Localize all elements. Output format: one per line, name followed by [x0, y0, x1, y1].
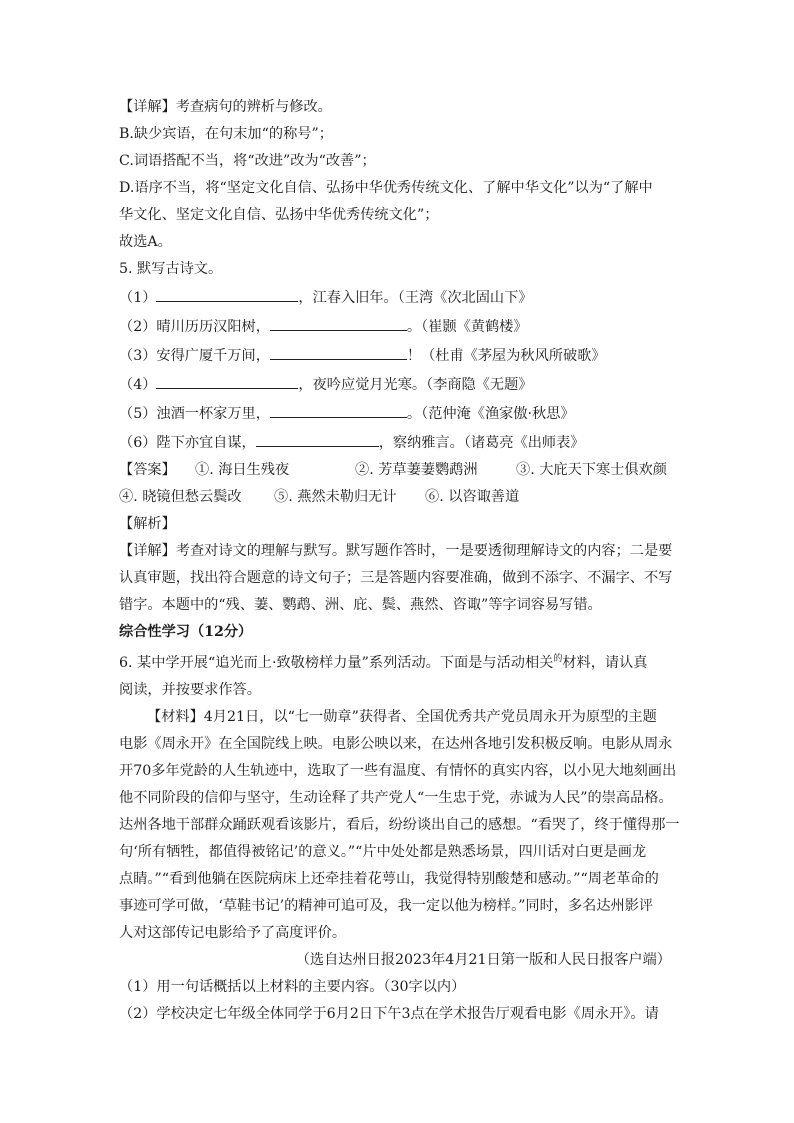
- answer-row-2: [119, 484, 679, 511]
- poem-after: ！（杜甫《茅屋为秋风所破歌》: [406, 348, 606, 364]
- material-line-7: 点睛。”“看到他躺在医院病床上还牵挂着花萼山，我觉得特别酸楚和感动。”“周老革命的: [119, 871, 659, 887]
- fill-blank[interactable]: [256, 428, 379, 447]
- xiangjie-text: 考查病句的辨析与修改。: [175, 99, 332, 115]
- intro-sup: 的: [553, 654, 563, 664]
- option-b-explanation: B.缺少宾语，在句末加“的称号”；: [119, 126, 333, 142]
- poem-after: ，察纳雅言。（诸葛亮《出师表》: [378, 435, 585, 451]
- question-6-intro-1: [119, 646, 679, 677]
- fill-blank[interactable]: [156, 370, 298, 389]
- section-title: 综合性学习（12分）: [119, 624, 253, 640]
- material-line-2: 电影《周永开》在全国院线上映。电影公映以来，在达州各地引发积极反响。电影从周永: [119, 736, 673, 752]
- xiangjie-line-2: 认真审题，找出符合题意的诗文句子；三是答题内容要准确，做到不添字、不漏字、不写: [119, 570, 673, 586]
- poem-after: ，江春入旧年。（王湾《次北固山下》: [298, 290, 533, 306]
- jiexi-tag: 【解析】: [119, 516, 176, 532]
- xiangjie-line-1: [119, 538, 679, 565]
- xiangjie-tag: 【详解】: [119, 99, 176, 115]
- material-line-8: 事迹可学可做，‘草鞋书记’的精神可追可及，我一定以他为榜样。”同时，多名达州影评: [119, 898, 654, 914]
- fill-blank[interactable]: [270, 399, 407, 418]
- poem-after: ，夜吟应觉月光寒。（李商隐《无题》: [298, 377, 533, 393]
- answer-tag: 【答案】: [119, 462, 176, 478]
- answer-item: ⑤. 燕然未勒归无计: [274, 489, 397, 505]
- xiangjie-tag: 【详解】: [119, 543, 176, 559]
- poem-after: 。（崔颢《黄鹤楼》: [406, 319, 528, 335]
- material-line-4: 他不同阶段的信仰与坚守，生动诠释了共产党人“一生忠于党，赤诚为人民”的崇高品格。: [119, 790, 673, 806]
- answer-item: ①. 海日生残夜: [195, 462, 290, 478]
- option-d-explanation-1: D.语序不当，将“坚定文化自信、弘扬中华优秀传统文化、了解中华文化”以为“了解中: [119, 180, 653, 196]
- document-page: [119, 94, 679, 1028]
- poem-num: （3）: [119, 348, 157, 364]
- material-line-1: 【材料】4月21日，以“七一勋章”获得者、全国优秀共产党员周永开为原型的主题: [147, 709, 657, 725]
- poem-before: 陛下亦宜自谋，: [156, 435, 256, 451]
- poem-before: 安得广厦千万间，: [156, 348, 270, 364]
- material-line-9: 人对这部传记电影给予了高度评价。: [119, 925, 347, 941]
- poem-num: （2）: [119, 319, 157, 335]
- option-c-explanation: C.词语搭配不当，将“改进”改为“改善”；: [119, 153, 376, 169]
- material-line-6: 句‘所有牺牲，都值得被铭记’的意义。”“片中处处都是熟悉场景，四川话对白更是画龙: [119, 844, 647, 860]
- poem-line-5: [119, 399, 679, 428]
- option-d-explanation-2: 华文化、坚定文化自信、弘扬中华优秀传统文化”；: [119, 207, 439, 223]
- poem-after: 。（范仲淹《渔家傲·秋思》: [406, 406, 575, 422]
- material-source: （选自达州日报2023年4月21日第一版和人民日报客户端）: [295, 952, 671, 968]
- intro-text-a: 6. 某中学开展“追光而上·致敬榜样力量”系列活动。下面是与活动相关: [119, 655, 554, 671]
- sub-question-1: （1）用一句话概括以上材料的主要内容。（30字以内）: [119, 979, 466, 995]
- question-6-intro-2: 阅读，并按要求作答。: [119, 682, 261, 698]
- conclusion: 故选A。: [119, 234, 172, 250]
- poem-line-1: [119, 283, 679, 312]
- poem-num: （1）: [119, 290, 157, 306]
- fill-blank[interactable]: [156, 283, 298, 302]
- answer-item: ③. 大庇天下寒士俱欢颜: [516, 462, 667, 478]
- poem-before: 浊酒一杯家万里，: [156, 406, 270, 422]
- answer-item: ②. 芳草萋萋鹦鹉洲: [355, 462, 478, 478]
- poem-line-6: [119, 428, 679, 457]
- material-line-5: 达州各地干部群众踊跃观看该影片，看后，纷纷谈出自己的感想。“看哭了，终于懂得那一: [119, 817, 680, 833]
- poem-line-3: [119, 341, 679, 370]
- sub-question-2: （2）学校决定七年级全体同学于6月2日下午3点在学术报告厅观看电影《周永开》。请: [119, 1006, 659, 1022]
- xiangjie-text: 考查对诗文的理解与默写。默写题作答时，一是要透彻理解诗文的内容；二是要: [175, 543, 673, 559]
- fill-blank[interactable]: [270, 312, 407, 331]
- poem-line-2: [119, 312, 679, 341]
- poem-num: （4）: [119, 377, 157, 393]
- xiangjie-line: [119, 94, 679, 121]
- intro-text-b: 材料，请认真: [562, 655, 648, 671]
- answer-item: ④. 晓镜但愁云鬓改: [119, 489, 242, 505]
- material-line-3: 开70多年党龄的人生轨迹中，选取了一些有温度、有情怀的真实内容，以小见大地刻画出: [119, 763, 677, 779]
- answer-row-1: [119, 457, 679, 484]
- fill-blank[interactable]: [270, 341, 407, 360]
- question-5-title: 5. 默写古诗文。: [119, 261, 223, 277]
- poem-num: （5）: [119, 406, 157, 422]
- xiangjie-line-3: 错字。本题中的“残、萋、鹦鹉、洲、庇、鬓、燕然、咨诹”等字词容易写错。: [119, 597, 602, 613]
- poem-line-4: [119, 370, 679, 399]
- poem-before: 晴川历历汉阳树，: [156, 319, 270, 335]
- poem-num: （6）: [119, 435, 157, 451]
- answer-item: ⑥. 以咨诹善道: [425, 489, 520, 505]
